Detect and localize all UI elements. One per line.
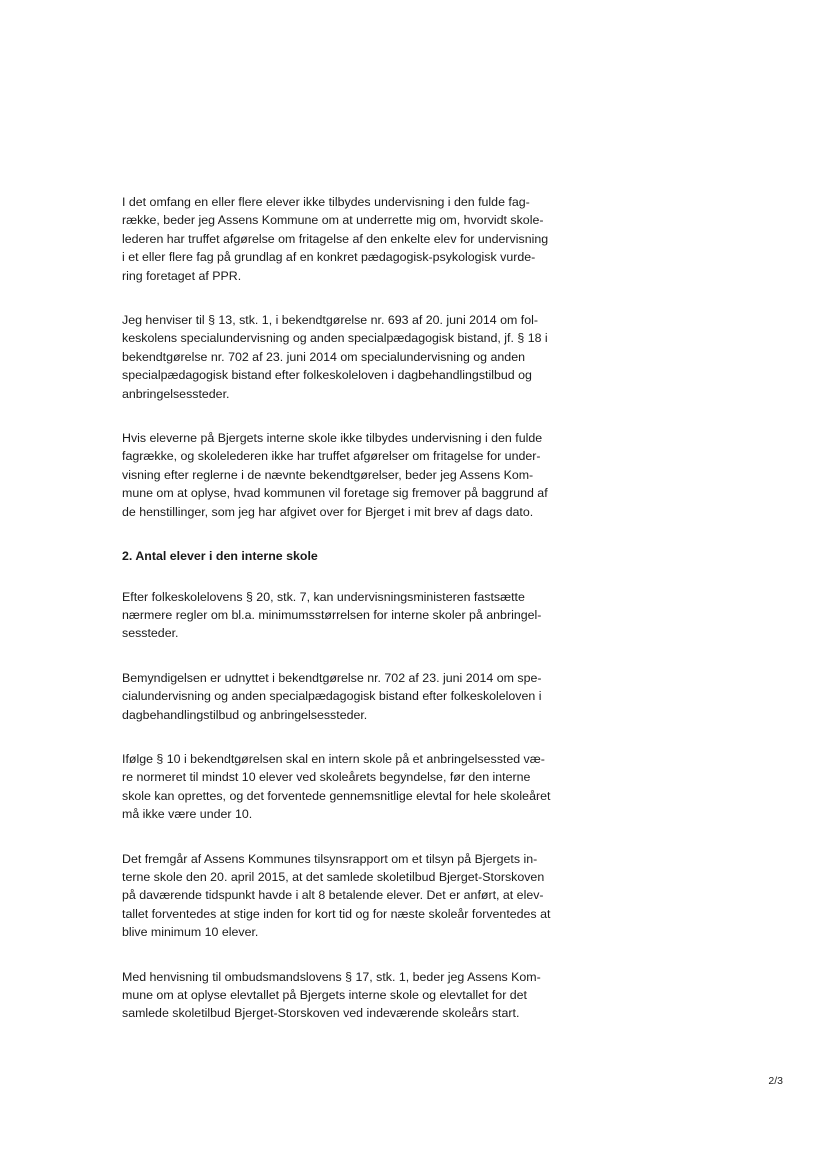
paragraph-normering: Ifølge § 10 i bekendtgørelsen skal en intern skole på et anbringelsessted væ- re normeret til mindst 10 elever ved skoleårets begyndelse, før den interne skole kan oprettes, og det forventede gennemsnitlige elevtal for hele skoleåret må ikke være under 10. (122, 751, 551, 822)
section-heading: 2. Antal elever i den interne skole (122, 549, 318, 564)
paragraph-folkeskoleloven: Efter folkeskolelovens § 20, stk. 7, kan undervisningsministeren fastsætte nærmere regler om bl.a. minimumsstørrelsen for interne skoler på anbringel- sessteder. (122, 589, 542, 641)
paragraph-fagraekke: Hvis eleverne på Bjergets interne skole ikke tilbydes undervisning i den fulde fagrække, og skolelederen ikke har truffet afgørelser om fritagelse for under- visning efter reglerne i de nævnte bekendtgørelser, beder jeg Assens Kom- mune om at oplyse, hvad kommunen vil foretage sig fremover på baggrund af de henstillinger, som jeg har afgivet over for Bjerget i mit brev af dags dato. (122, 431, 548, 519)
paragraph-bemyndigelse: Bemyndigelsen er udnyttet i bekendtgørelse nr. 702 af 23. juni 2014 om spe- cialundervisning og anden specialpædagogisk bistand efter folkeskoleloven i dagbehandlingstilbud og anbringelsessteder. (122, 670, 542, 722)
paragraph-tilsynsrapport: Det fremgår af Assens Kommunes tilsynsrapport om et tilsyn på Bjergets in- terne skole den 20. april 2015, at det samlede skoletilbud Bjerget-Storskoven på daværende tidspunkt havde i alt 8 betalende elever. Det er anført, at elev- tallet forventedes at stige inden for kort tid og for næste skoleår forventedes at blive minimum 10 elever. (122, 851, 551, 940)
paragraph-anmodning: Med henvisning til ombudsmandslovens § 17, stk. 1, beder jeg Assens Kom- mune om at oplyse elevtallet på Bjergets interne skole og elevtallet for det samlede skoletilbud Bjerget-Storskoven ved indeværende skoleårs start. (122, 969, 541, 1021)
document-body (122, 193, 592, 1049)
page-number: 2/3 (768, 1075, 783, 1087)
paragraph-fritagelse: I det omfang en eller flere elever ikke tilbydes undervisning i den fulde fag- række, beder jeg Assens Kommune om at underrette mig om, hvorvidt skole- lederen har truffet afgørelse om fritagelse af den enkelte elev for undervisning i et eller flere fag på grundlag af en konkret pædagogisk-psykologisk vurde- ring foretaget af PPR. (122, 195, 549, 283)
paragraph-henvisning: Jeg henviser til § 13, stk. 1, i bekendtgørelse nr. 693 af 20. juni 2014 om fol- keskolens specialundervisning og anden specialpædagogisk bistand, jf. § 18 i bekendtgørelse nr. 702 af 23. juni 2014 om specialundervisning og anden specialpædagogisk bistand efter folkeskoleloven i dagbehandlingstilbud og anbringelsessteder. (122, 313, 548, 401)
